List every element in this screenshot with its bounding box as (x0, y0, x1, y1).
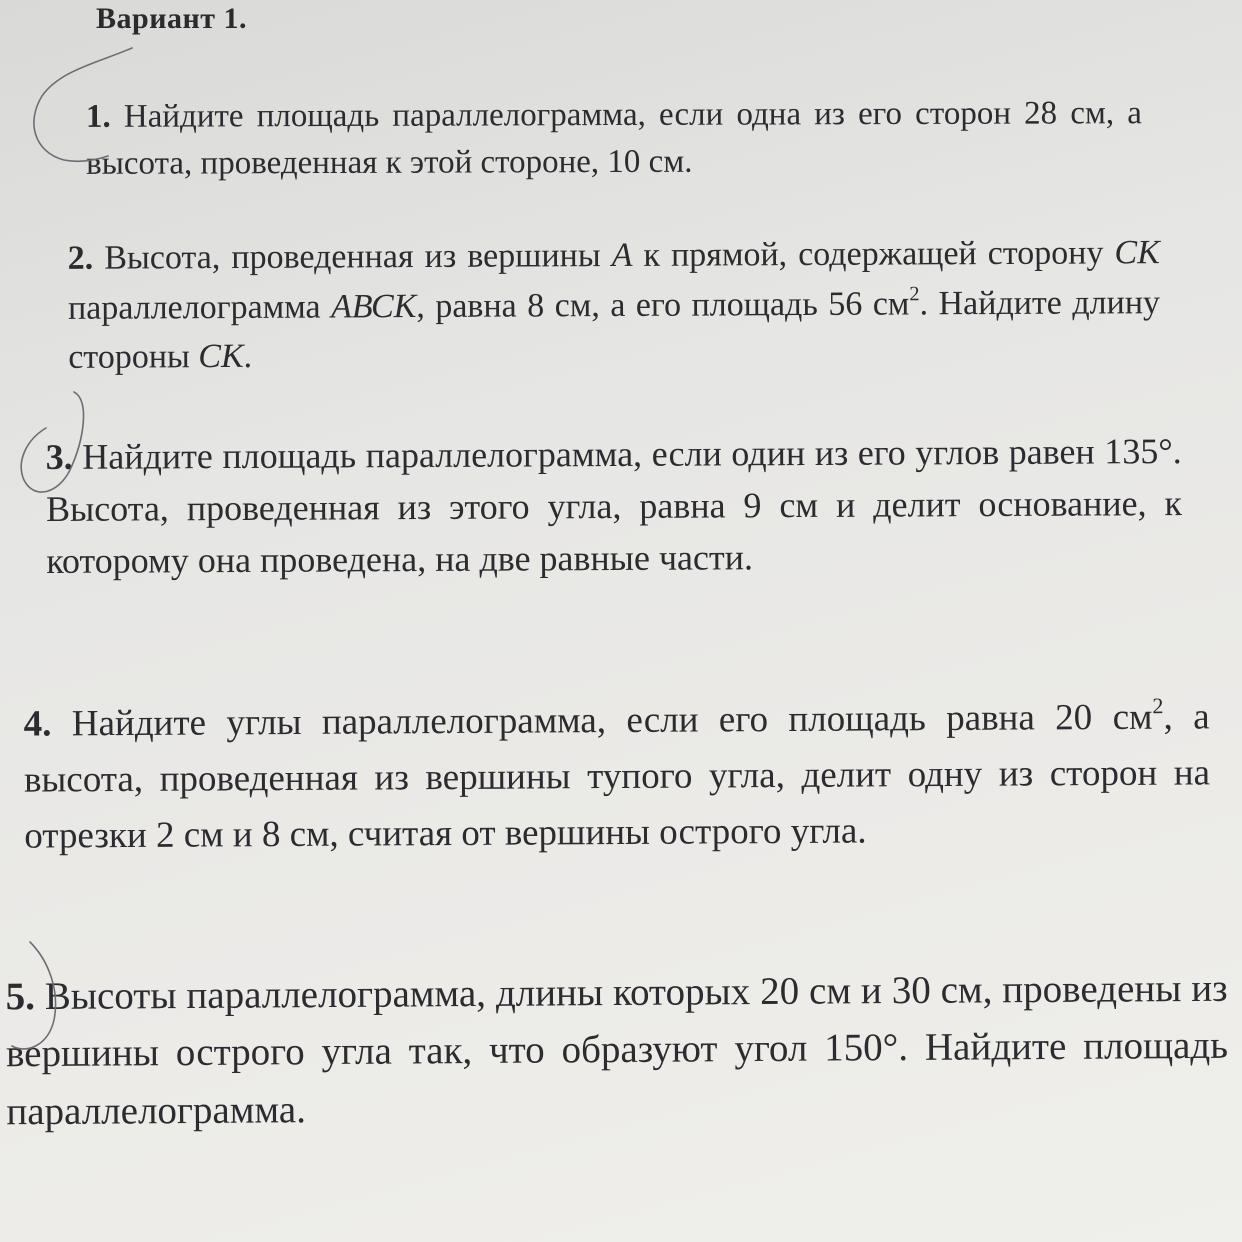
problem-text: . (243, 338, 253, 376)
problem-number: 3. (45, 436, 73, 477)
problem-text: Высота, проведенная из вершины (93, 237, 612, 277)
problem-text: к прямой, содержащей сторону (632, 234, 1115, 274)
problem-text: , а высота, проведенная из вершины тупого угла, делит одну из сторон на отрезки 2 см и 8 см, считая от вершины острого угла. (23, 696, 1211, 858)
problem-2 (68, 228, 1161, 383)
figure-label: АВСК (330, 287, 417, 326)
variant-title: Вариант 1. (96, 2, 248, 35)
problem-number: 1. (85, 98, 111, 135)
problem-4 (23, 689, 1210, 865)
problem-text: параллелограмма (67, 288, 332, 327)
problem-3 (46, 425, 1183, 588)
problem-text: . Найдите длину стороны (68, 283, 1161, 377)
superscript: 2 (1152, 693, 1164, 719)
problem-number: 5. (5, 975, 36, 1019)
problem-text: Высоты параллелограмма, длины которых 20 см и 30 см, проведены из вершины острого угла так, что образуют угол 150°. Найдите площадь параллелограмма. (5, 966, 1229, 1133)
problem-1 (86, 90, 1142, 187)
problem-number: 4. (23, 703, 52, 745)
side-label: СК (198, 338, 244, 376)
problem-text: Найдите площадь параллелограмма, если один из его углов равен 135°. Высота, проведенная из этого угла, равна 9 см и делит основание, к которому она проведена, на две равные части. (45, 431, 1183, 582)
vertex-label: А (611, 236, 633, 275)
problem-text: , равна 8 см, а его площадь 56 см (416, 285, 910, 325)
problem-number: 2. (67, 239, 94, 277)
problem-text: Найдите площадь параллелограмма, если одна из его сторон 28 см, а высота, проведенная к этой стороне, 10 см. (86, 95, 1142, 182)
problem-5 (5, 960, 1228, 1141)
side-label: СК (1114, 234, 1160, 272)
problem-text: Найдите углы параллелограмма, если его площадь равна 20 см (51, 696, 1153, 745)
superscript: 2 (909, 282, 920, 305)
